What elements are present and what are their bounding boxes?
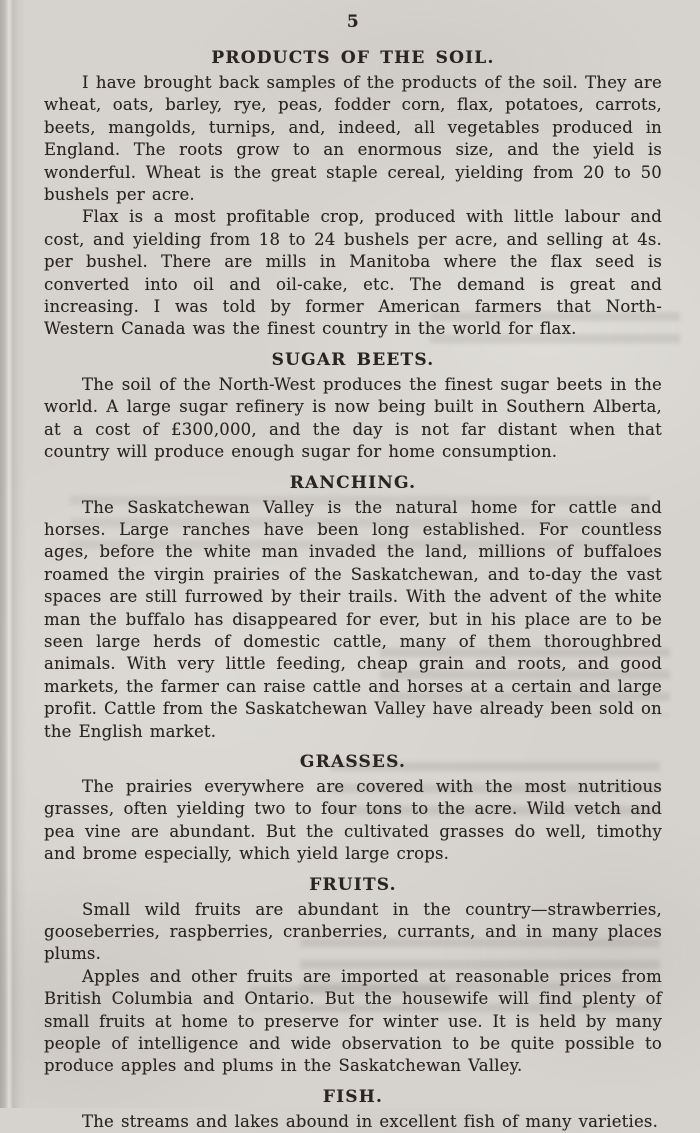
paragraph: The Saskatchewan Valley is the natural home for cattle and horses. Large ranches have been long established. For countless ages, before the white man invaded the land, millions of buffaloes roamed the virgin prairies of the Saskatchewan, and to-day the vast spaces are still furrowed by their trails. With the advent of the white man the buffalo has disappeared for ever, but in his place are to be seen large herds of domestic cattle, many of them thoroughbred animals. With very little feeding, cheap grain and roots, and good markets, the farmer can raise cattle and horses at a certain and large profit. Cattle from the Saskatchewan Valley have already been sold on the English market. — [44, 497, 662, 741]
document-section — [44, 1087, 662, 1133]
paragraph: Flax is a most profitable crop, produced with little labour and cost, and yielding from 18 to 24 bushels per acre, and selling at 4s. per bushel. There are mills in Manitoba where the flax seed is converted into oil and oil-cake, etc. The demand is great and increasing. I was told by former American farmers that North-Western Canada was the finest country in the world for flax. — [44, 207, 662, 339]
paragraph: I have brought back samples of the products of the soil. They are wheat, oats, barley, rye, peas, fodder corn, flax, potatoes, carrots, beets, mangolds, turnips, and, indeed, all vegetables produced in England. The roots grow to an enormous size, and the yield is wonderful. Wheat is the great staple cereal, yielding from 20 to 50 bushels per acre. — [44, 73, 662, 205]
section-heading: SUGAR BEETS. — [271, 349, 435, 370]
paragraph: The soil of the North-West produces the finest sugar beets in the world. A large sugar refinery is now being built in Southern Alberta, at a cost of £300,000, and the day is not far distant when that country will produce enough sugar for home consumption. — [44, 374, 662, 462]
paragraph: The streams and lakes abound in excellent fish of many varieties. — [82, 1111, 659, 1131]
document-section — [44, 752, 662, 866]
paragraph: Small wild fruits are abundant in the country—strawberries, gooseberries, raspberries, cranberries, currants, and in many places plums. — [44, 899, 662, 964]
sections-container — [44, 48, 662, 1133]
section-heading: RANCHING. — [289, 472, 417, 493]
document-section — [44, 473, 662, 743]
document-section — [44, 350, 662, 464]
document-section — [44, 48, 662, 341]
paragraph: The prairies everywhere are covered with the most nutritious grasses, often yielding two to four tons to the acre. Wild vetch and pea vine are abundant. But the cultivated grasses do well, timothy and brome especially, which yield large crops. — [44, 776, 662, 864]
document-section — [44, 875, 662, 1078]
section-heading: FISH. — [322, 1086, 384, 1107]
section-heading: FRUITS. — [309, 874, 397, 895]
paragraph: Apples and other fruits are imported at reasonable prices from British Columbia and Ontario. But the housewife will find plenty of small fruits at home to preserve for winter use. It is held by many people of intelligence and wide observation to be quite possible to produce apples and plums in the Saskatchewan Valley. — [44, 966, 662, 1076]
section-heading: PRODUCTS OF THE SOIL. — [211, 48, 495, 68]
section-heading: GRASSES. — [299, 751, 407, 772]
page-number: 5 — [346, 12, 360, 32]
